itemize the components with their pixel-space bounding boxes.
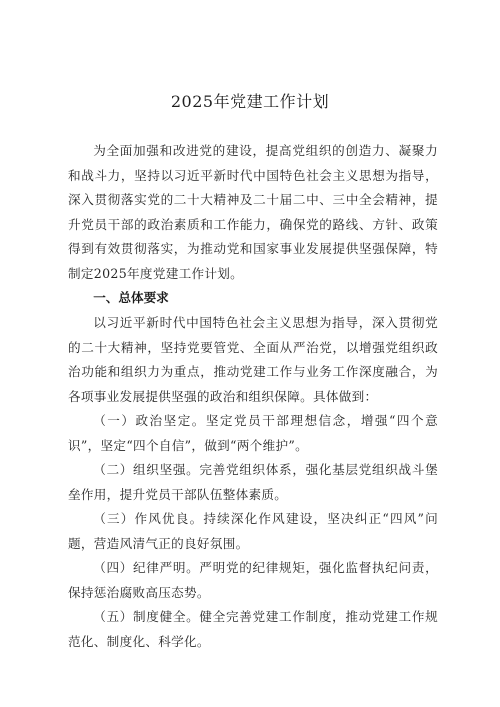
document-title: 2025年党建工作计划: [170, 92, 330, 111]
requirement-item-style: （三）作风优良。持续深化作风建设，坚决纠正“四风”问题，营造风清气正的良好氛围。: [68, 511, 438, 551]
requirement-item-discipline: （四）纪律严明。严明党的纪律规矩，强化监督执纪问责，保持惩治腐败高压态势。: [68, 560, 438, 600]
section-body-paragraph: 以习近平新时代中国特色社会主义思想为指导，深入贯彻党的二十大精神，坚持党要管党、全面从严治党，以增强党组织政治功能和组织力为重点，推动党建工作与业务工作深度融合，为各项事业发展提供坚强的政治和组织保障。具体做到：: [68, 315, 438, 404]
requirement-item-political: （一）政治坚定。坚定党员干部理想信念，增强“四个意识”，坚定“四个自信”，做到“两个维护”。: [68, 413, 438, 453]
requirement-item-system: （五）制度健全。健全完善党建工作制度，推动党建工作规范化、制度化、科学化。: [68, 609, 438, 649]
intro-paragraph: 为全面加强和改进党的建设，提高党组织的创造力、凝聚力和战斗力，坚持以习近平新时代中国特色社会主义思想为指导，深入贯彻落实党的二十大精神及二十届二中、三中全会精神，提升党员干部的政治素质和工作能力，确保党的路线、方针、政策得到有效贯彻落实，为推动党和国家事业发展提供坚强保障，特制定2025年度党建工作计划。: [68, 143, 438, 281]
section-heading-general-requirements: 一、总体要求: [93, 290, 169, 305]
requirement-item-organization: （二）组织坚强。完善党组织体系，强化基层党组织战斗堡垒作用，提升党员干部队伍整体素质。: [68, 462, 438, 502]
